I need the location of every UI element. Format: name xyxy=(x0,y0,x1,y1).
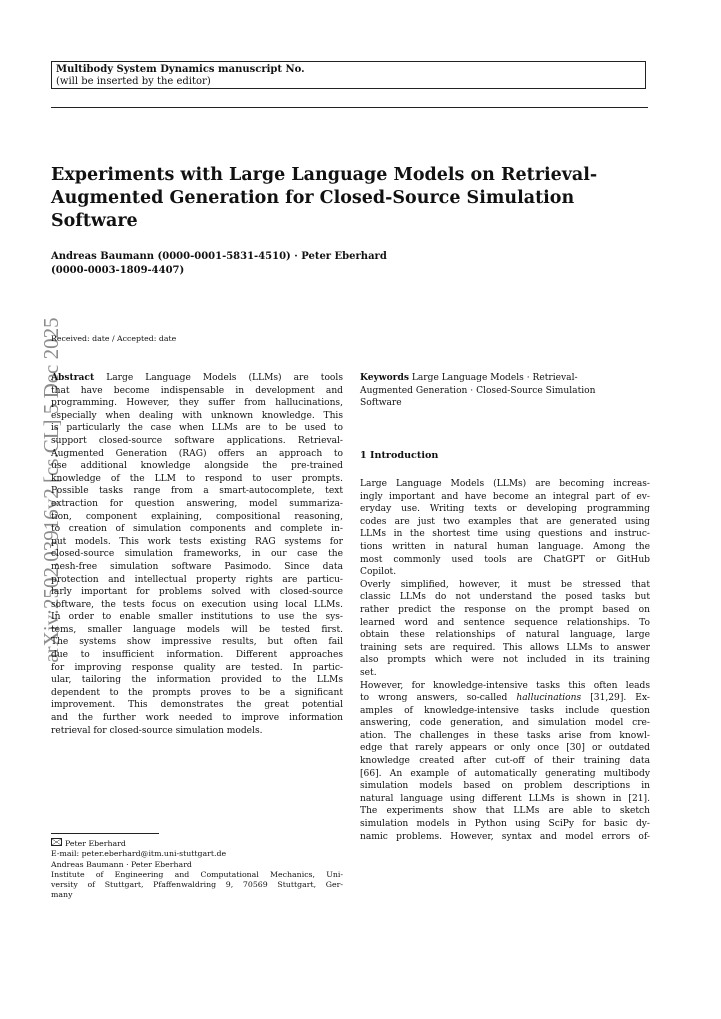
affiliation-line: many xyxy=(51,890,73,900)
intro-line: codes are just two examples that are generated using xyxy=(360,516,650,527)
abstract-line: use additional knowledge alongside the pre-trained xyxy=(51,461,343,472)
abstract-line: due to insufficient information. Different approaches xyxy=(51,650,343,661)
intro-line: training sets are required. This allows LLMs to answer xyxy=(360,642,650,653)
keywords-line: Keywords Large Language Models · Retrieval- xyxy=(360,372,578,383)
intro-line: [66]. An example of automatically generating multibody xyxy=(360,768,650,779)
emphasis-hallucinations: hallucinations xyxy=(516,693,582,704)
intro-line: knowledge created after cut-off of their training data xyxy=(360,756,650,767)
abstract-line: ular, tailoring the information provided to the LLMs xyxy=(51,675,343,686)
keywords-line: Augmented Generation · Closed-Source Simulation xyxy=(360,385,596,396)
journal-info-box xyxy=(51,61,646,89)
intro-line: ingly important and have become an integral part of ev- xyxy=(360,491,650,502)
affiliation-line: versity of Stuttgart, Pfaffenwaldring 9, 70569 Stuttgart, Ger- xyxy=(51,880,343,890)
affiliation-line: Institute of Engineering and Computational Mechanics, Uni- xyxy=(51,869,343,879)
abstract-line: programming. However, they suffer from hallucinations, xyxy=(51,398,343,409)
abstract-line: that have become indispensable in development and xyxy=(51,385,343,396)
abstract-label: Abstract xyxy=(51,372,95,383)
abstract-line: is particularly the case when LLMs are to be used to xyxy=(51,423,343,434)
abstract-line: In order to enable smaller institutions to use the sys- xyxy=(51,612,343,623)
abstract-line: retrieval for closed-source simulation models. xyxy=(51,725,263,736)
corresponding-author: Peter Eberhard xyxy=(51,838,343,849)
intro-line: eryday use. Writing texts or developing programming xyxy=(360,504,650,515)
intro-line: to wrong answers, so-called hallucinations [31,29]. Ex- xyxy=(360,693,650,704)
intro-line: answering, code generation, and simulation model cre- xyxy=(360,718,650,729)
keywords-line: Software xyxy=(360,398,402,409)
abstract-line: Augmented Generation (RAG) offers an approach to xyxy=(51,448,343,459)
section-heading-introduction: 1 Introduction xyxy=(360,450,439,461)
arxiv-stamp xyxy=(18,300,63,680)
abstract-line: extraction for question answering, model summariza- xyxy=(51,498,343,509)
introduction-body xyxy=(360,478,650,843)
intro-line: natural language using different LLMs is shown in [21]. xyxy=(360,793,650,804)
abstract-line: closed-source simulation frameworks, in our case the xyxy=(51,549,343,560)
abstract-line: to creation of simulation components and complete in- xyxy=(51,524,343,535)
header-rule xyxy=(51,107,648,108)
intro-line: Copilot. xyxy=(360,567,397,578)
intro-line: ation. The challenges in these tasks arise from knowl- xyxy=(360,730,650,741)
abstract-line: dependent to the prompts proves to be a significant xyxy=(51,687,343,698)
abstract-line: Abstract Large Language Models (LLMs) are tools xyxy=(51,372,343,383)
abstract-line: protection and intellectual property rights are particu- xyxy=(51,574,343,585)
received-date: Received: date / Accepted: date xyxy=(51,334,177,343)
envelope-icon xyxy=(51,838,62,846)
abstract-line: larly important for problems solved with closed-source xyxy=(51,587,343,598)
abstract-line: especially when dealing with unknown knowledge. This xyxy=(51,410,343,421)
journal-title: Multibody System Dynamics manuscript No. xyxy=(56,64,305,75)
abstract xyxy=(51,372,343,737)
abstract-line: put models. This work tests existing RAG systems for xyxy=(51,536,343,547)
intro-line: edge that rarely appears or only once [30] or outdated xyxy=(360,743,650,754)
intro-line: obtain these relationships of natural language, large xyxy=(360,630,650,641)
title-line: Augmented Generation for Closed-Source Simulation xyxy=(51,188,575,208)
paper-title xyxy=(51,164,611,233)
title-line: Experiments with Large Language Models on Retrieval- xyxy=(51,165,598,185)
author-line: (0000-0003-1809-4407) xyxy=(51,265,185,276)
footnote-authors: Andreas Baumann · Peter Eberhard xyxy=(51,859,192,869)
abstract-line: tion, component explaining, compositional reasoning, xyxy=(51,511,343,522)
author-email: E-mail: peter.eberhard@itm.uni-stuttgart.de xyxy=(51,849,227,859)
keywords xyxy=(360,372,650,410)
abstract-line: software, the tests focus on execution using local LLMs. xyxy=(51,599,343,610)
intro-line: rather predict the response on the prompt based on xyxy=(360,604,650,615)
abstract-line: knowledge of the LLM to respond to user prompts. xyxy=(51,473,343,484)
intro-line: LLMs in the shortest time using questions and instruc- xyxy=(360,529,650,540)
intro-line: amples of knowledge-intensive tasks include question xyxy=(360,705,650,716)
author-line: Andreas Baumann (0000-0001-5831-4510) · Peter Eberhard xyxy=(51,251,387,262)
intro-line: also prompts which were not included in its training xyxy=(360,655,650,666)
intro-line: tions written in natural human language. Among the xyxy=(360,541,650,552)
abstract-line: The systems show impressive results, but often fail xyxy=(51,637,343,648)
intro-line: most commonly used tools are ChatGPT or GitHub xyxy=(360,554,650,565)
title-line: Software xyxy=(51,211,138,231)
intro-line: Large Language Models (LLMs) are becoming increas- xyxy=(360,479,650,489)
abstract-line: support closed-source software applications. Retrieval- xyxy=(51,435,343,446)
intro-line: simulation models based on problem descriptions in xyxy=(360,781,650,792)
keywords-label: Keywords xyxy=(360,372,409,383)
abstract-line: Possible tasks range from a smart-autocomplete, text xyxy=(51,486,343,497)
abstract-line: for improving response quality are tested. In partic- xyxy=(51,662,343,673)
abstract-line: tems, smaller language models will be tested first. xyxy=(51,624,343,635)
intro-line: set. xyxy=(360,667,377,678)
abstract-line: improvement. This demonstrates the great potential xyxy=(51,700,343,711)
arxiv-id: arXiv:2502.03916v2 [cs.CL] 5 Dec 2025 xyxy=(39,317,63,663)
intro-line: namic problems. However, syntax and model errors of- xyxy=(360,831,650,842)
intro-line: The experiments show that LLMs are able to sketch xyxy=(360,806,650,817)
journal-note: (will be inserted by the editor) xyxy=(56,76,211,87)
footnote xyxy=(51,838,343,901)
intro-line: Overly simplified, however, it must be stressed that xyxy=(360,579,650,590)
intro-line: learned word and sentence sequence relationships. To xyxy=(360,617,650,628)
intro-line: However, for knowledge-intensive tasks this often leads xyxy=(360,680,650,691)
intro-line: simulation models in Python using SciPy for basic dy- xyxy=(360,819,650,830)
author-list xyxy=(51,250,611,278)
abstract-line: mesh-free simulation software Pasimodo. Since data xyxy=(51,561,343,572)
footnote-rule xyxy=(51,833,159,834)
abstract-line: and the further work needed to improve information xyxy=(51,713,343,724)
intro-line: classic LLMs do not understand the posed tasks but xyxy=(360,592,650,603)
